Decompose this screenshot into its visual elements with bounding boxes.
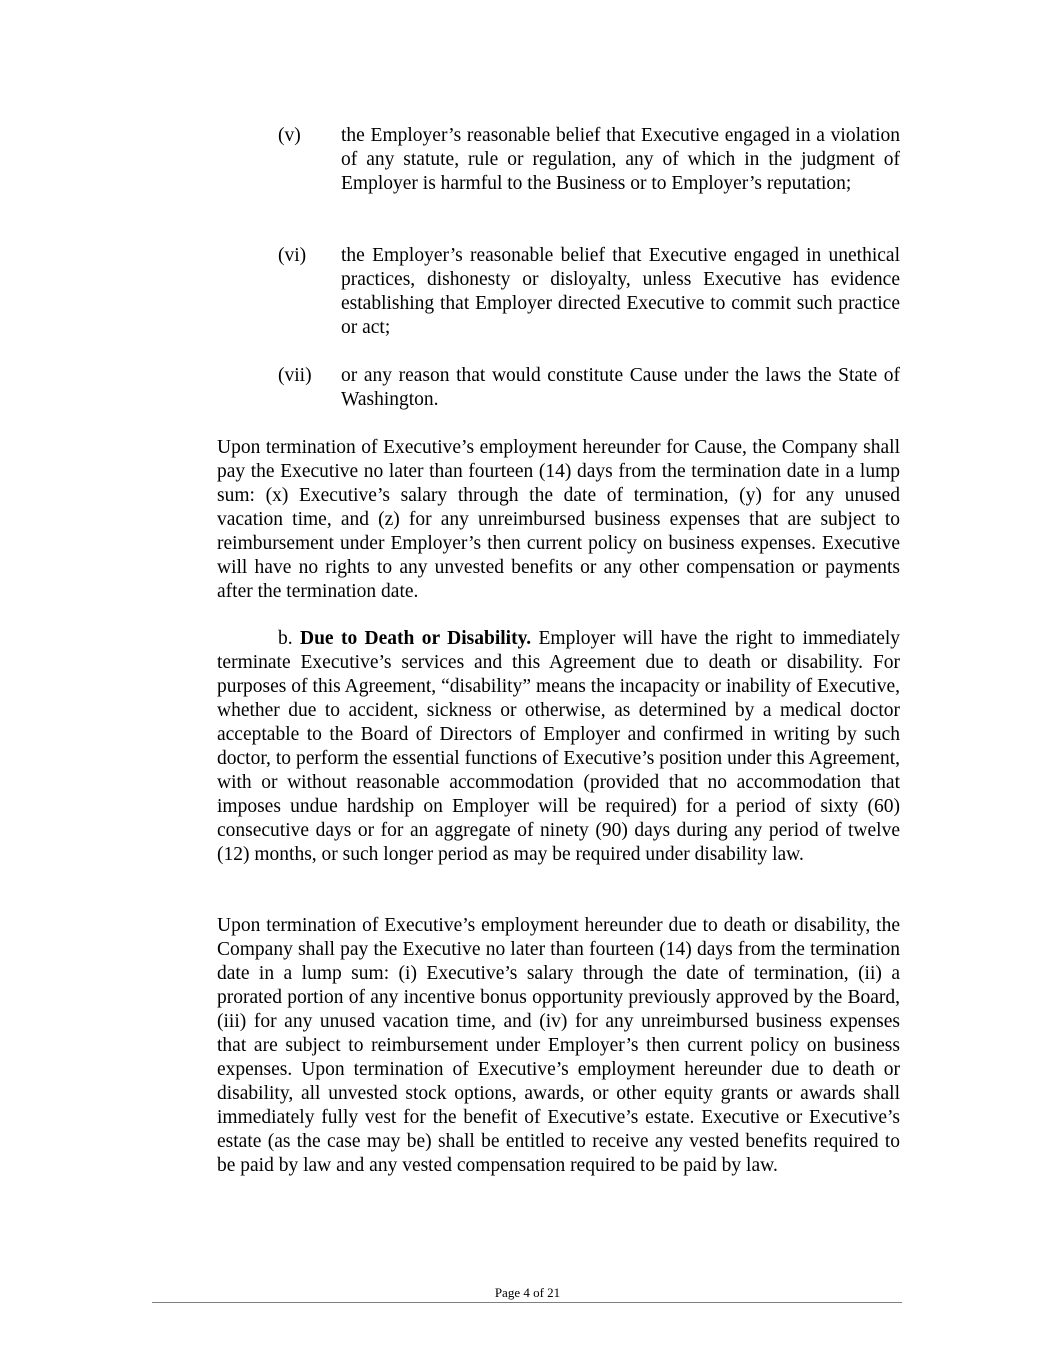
list-item-text: the Employer’s reasonable belief that Executive engaged in a violation of any statute, rule or regulation, any of which in the judgment of Employer is harmful to the Business or to Employer’s reputation;	[341, 125, 900, 194]
death-disability-section	[217, 627, 900, 867]
footer-divider	[152, 1302, 902, 1303]
section-letter: b.	[278, 628, 293, 649]
list-item-vi	[278, 244, 900, 340]
page-number: Page 4 of 21	[494, 1285, 561, 1300]
section-heading: Due to Death or Disability.	[300, 628, 532, 649]
list-marker: (vi)	[278, 245, 307, 266]
list-item-v	[278, 124, 900, 196]
death-termination-paragraph: Upon termination of Executive’s employment hereunder due to death or disability, the Company shall pay the Executive no later than fourteen (14) days from the termination date in a lump sum: (i) Executive’s salary through the date of termination, (ii) a prorated portion of any incentive bonus opportunity previously approved by the Board, (iii) for any unused vacation time, and (iv) for any unreimbursed business expenses that are subject to reimbursement under Employer’s then current policy on business expenses. Upon termination of Executive’s employment hereunder due to death or disability, all unvested stock options, awards, or other equity grants or awards shall immediately fully vest for the benefit of Executive’s estate. Executive or Executive’s estate (as the case may be) shall be entitled to receive any vested benefits required to be paid by law and any vested compensation required to be paid by law.	[217, 915, 900, 1176]
section-body: Employer will have the right to immediately terminate Executive’s services and this Agreement due to death or disability. For purposes of this Agreement, “disability” means the incapacity or inability of Executive, whether due to accident, sickness or otherwise, as determined by a medical doctor acceptable to the Board of Directors of Employer and confirmed in writing by such doctor, to perform the essential functions of Executive’s position under this Agreement, with or without reasonable accommodation (provided that no accommodation that imposes undue hardship on Employer will be required) for a period of sixty (60) consecutive days or for an aggregate of ninety (90) days during any period of twelve (12) months, or such longer period as may be required under disability law.	[217, 628, 901, 865]
list-marker: (vii)	[278, 365, 312, 386]
cause-termination-paragraph: Upon termination of Executive’s employment hereunder for Cause, the Company shall pay the Executive no later than fourteen (14) days from the termination date in a lump sum: (x) Executive’s salary through the date of termination, (y) for any unused vacation time, and (z) for any unreimbursed business expenses that are subject to reimbursement under Employer’s then current policy on business expenses. Executive will have no rights to any unvested benefits or any other compensation or payments after the termination date.	[217, 437, 900, 602]
list-marker: (v)	[278, 125, 301, 146]
list-item-text: the Employer’s reasonable belief that Executive engaged in unethical practices, dishonesty or disloyalty, unless Executive has evidence establishing that Employer directed Executive to commit such practice or act;	[341, 245, 900, 338]
list-item-text: or any reason that would constitute Cause under the laws the State of Washington.	[341, 365, 900, 410]
list-item-vii	[278, 364, 900, 412]
